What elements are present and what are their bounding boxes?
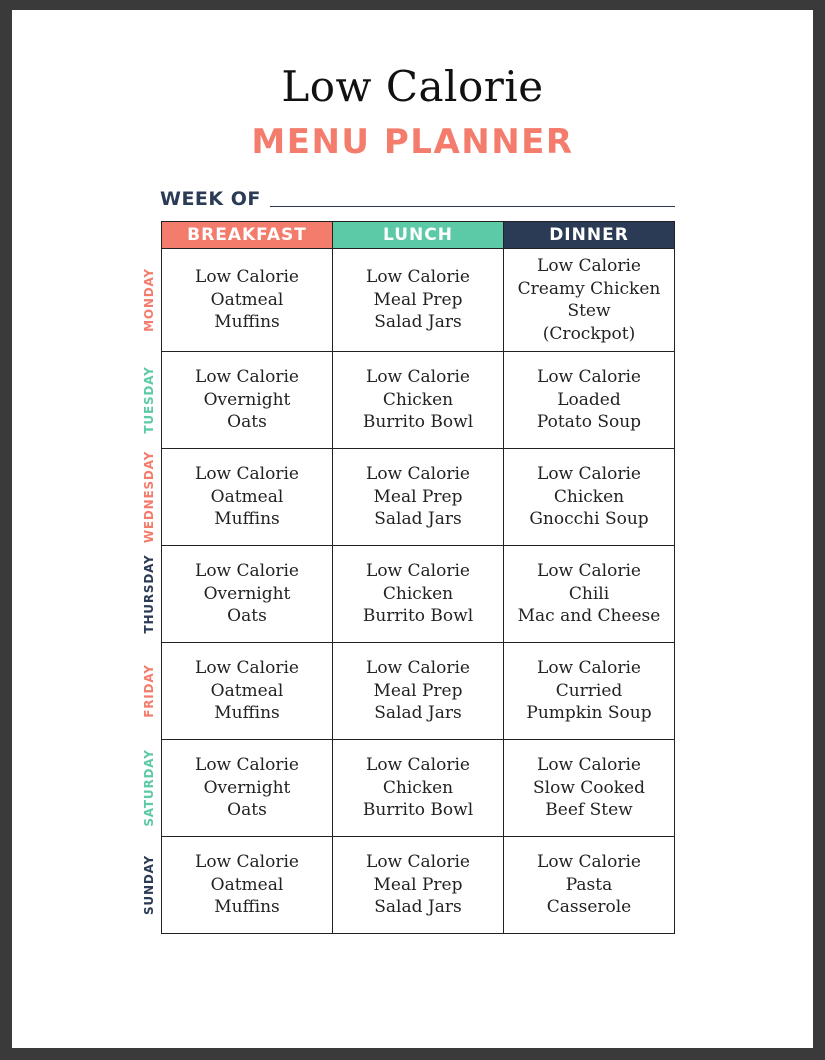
meal-cell-monday-dinner: Low Calorie Creamy Chicken Stew (Crockpot): [504, 249, 675, 352]
header-row: [162, 222, 675, 249]
day-label-text: WEDNESDAY: [142, 450, 156, 543]
menu-planner-page: [12, 10, 813, 1048]
table-row: [162, 740, 675, 837]
day-label-sunday: [138, 836, 160, 933]
day-label-friday: [138, 642, 160, 739]
meal-cell-thursday-lunch: Low Calorie Chicken Burrito Bowl: [333, 546, 504, 643]
meal-cell-wednesday-dinner: Low Calorie Chicken Gnocchi Soup: [504, 449, 675, 546]
day-label-monday: [138, 248, 160, 351]
day-label-saturday: [138, 739, 160, 836]
week-of-label: WEEK OF: [160, 188, 261, 210]
meal-cell-thursday-breakfast: Low Calorie Overnight Oats: [162, 546, 333, 643]
meal-cell-wednesday-breakfast: Low Calorie Oatmeal Muffins: [162, 449, 333, 546]
meal-cell-thursday-dinner: Low Calorie Chili Mac and Cheese: [504, 546, 675, 643]
column-header-lunch: LUNCH: [333, 222, 504, 249]
meal-cell-sunday-breakfast: Low Calorie Oatmeal Muffins: [162, 837, 333, 934]
day-label-text: SUNDAY: [142, 854, 156, 915]
meal-cell-sunday-dinner: Low Calorie Pasta Casserole: [504, 837, 675, 934]
page-subtitle: MENU PLANNER: [251, 122, 574, 162]
meal-cell-monday-lunch: Low Calorie Meal Prep Salad Jars: [333, 249, 504, 352]
page-title: Low Calorie: [281, 62, 544, 111]
day-label-text: THURSDAY: [142, 553, 156, 634]
table-row: [162, 449, 675, 546]
meal-cell-tuesday-breakfast: Low Calorie Overnight Oats: [162, 352, 333, 449]
table-row: [162, 546, 675, 643]
week-of-blank-line: [270, 206, 675, 207]
meal-cell-saturday-lunch: Low Calorie Chicken Burrito Bowl: [333, 740, 504, 837]
day-label-wednesday: [138, 448, 160, 545]
meal-grid: [161, 221, 675, 934]
meal-cell-friday-dinner: Low Calorie Curried Pumpkin Soup: [504, 643, 675, 740]
day-label-text: TUESDAY: [142, 365, 156, 434]
day-label-thursday: [138, 545, 160, 642]
meal-cell-friday-breakfast: Low Calorie Oatmeal Muffins: [162, 643, 333, 740]
meal-cell-saturday-breakfast: Low Calorie Overnight Oats: [162, 740, 333, 837]
meal-grid-body: [162, 249, 675, 934]
meal-cell-friday-lunch: Low Calorie Meal Prep Salad Jars: [333, 643, 504, 740]
meal-cell-wednesday-lunch: Low Calorie Meal Prep Salad Jars: [333, 449, 504, 546]
column-header-dinner: DINNER: [504, 222, 675, 249]
table-row: [162, 249, 675, 352]
day-labels: [138, 248, 160, 933]
table-row: [162, 352, 675, 449]
day-label-text: SATURDAY: [142, 748, 156, 827]
meal-cell-tuesday-dinner: Low Calorie Loaded Potato Soup: [504, 352, 675, 449]
table-row: [162, 837, 675, 934]
meal-cell-monday-breakfast: Low Calorie Oatmeal Muffins: [162, 249, 333, 352]
meal-cell-tuesday-lunch: Low Calorie Chicken Burrito Bowl: [333, 352, 504, 449]
table-row: [162, 643, 675, 740]
meal-cell-saturday-dinner: Low Calorie Slow Cooked Beef Stew: [504, 740, 675, 837]
meal-cell-sunday-lunch: Low Calorie Meal Prep Salad Jars: [333, 837, 504, 934]
day-label-text: MONDAY: [142, 267, 156, 332]
column-header-breakfast: BREAKFAST: [162, 222, 333, 249]
day-label-text: FRIDAY: [142, 663, 156, 718]
day-label-tuesday: [138, 351, 160, 448]
